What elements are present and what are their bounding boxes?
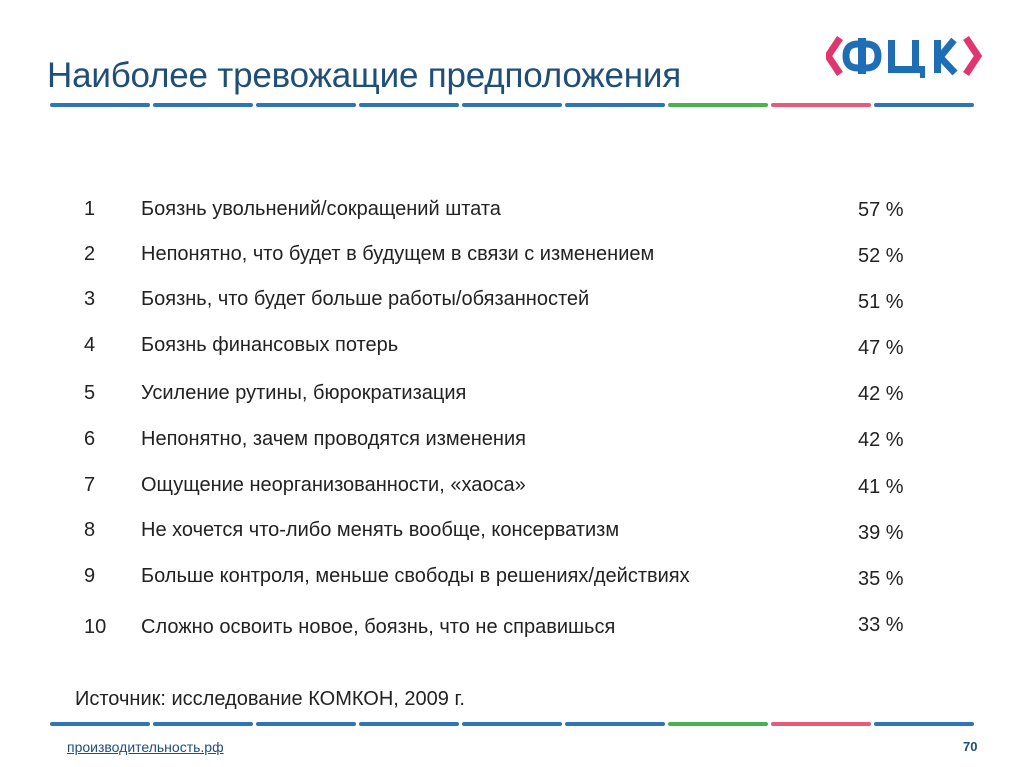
table-row (0, 428, 1024, 458)
table-row (0, 519, 1024, 549)
row-label: Больше контроля, меньше свободы в решениях/действиях (141, 565, 690, 587)
row-number: 4 (84, 334, 96, 356)
row-value: 51 % (858, 291, 904, 313)
header-divider (50, 102, 974, 108)
row-number: 7 (84, 474, 96, 496)
row-number: 9 (84, 565, 96, 587)
table-row (0, 474, 1024, 504)
table-row (0, 198, 1024, 228)
row-label: Боязнь увольнений/сокращений штата (141, 198, 501, 220)
row-value: 57 % (858, 199, 904, 221)
page-title: Наиболее тревожащие предположения (47, 56, 681, 95)
fck-logo (826, 30, 982, 82)
row-value: 41 % (858, 476, 904, 498)
table-row (0, 382, 1024, 412)
row-number: 10 (84, 616, 107, 638)
row-value: 33 % (858, 614, 904, 636)
table-row (0, 616, 1024, 646)
table-row (0, 565, 1024, 595)
table-row (0, 243, 1024, 273)
row-value: 42 % (858, 429, 904, 451)
row-label: Непонятно, зачем проводятся изменения (141, 428, 526, 450)
row-label: Не хочется что-либо менять вообще, консерватизм (141, 519, 620, 541)
website-link[interactable]: производительность.рф (67, 739, 224, 755)
row-label: Ощущение неорганизованности, «хаоса» (141, 474, 526, 496)
page-number: 70 (963, 739, 978, 754)
row-number: 3 (84, 288, 96, 310)
row-number: 1 (84, 198, 96, 220)
source-note: Источник: исследование КОМКОН, 2009 г. (75, 688, 465, 710)
row-label: Боязнь, что будет больше работы/обязанностей (141, 288, 590, 310)
row-label: Непонятно, что будет в будущем в связи с изменением (141, 243, 655, 265)
row-number: 2 (84, 243, 96, 265)
row-number: 8 (84, 519, 96, 541)
row-value: 52 % (858, 245, 904, 267)
row-value: 42 % (858, 383, 904, 405)
row-number: 6 (84, 428, 96, 450)
row-number: 5 (84, 382, 96, 404)
row-value: 39 % (858, 522, 904, 544)
row-label: Усиление рутины, бюрократизация (141, 382, 467, 404)
row-value: 35 % (858, 568, 904, 590)
table-row (0, 334, 1024, 364)
row-label: Сложно освоить новое, боязнь, что не справишься (141, 616, 616, 638)
row-label: Боязнь финансовых потерь (141, 334, 399, 356)
footer-divider (50, 721, 974, 727)
row-value: 47 % (858, 337, 904, 359)
table-row (0, 288, 1024, 318)
